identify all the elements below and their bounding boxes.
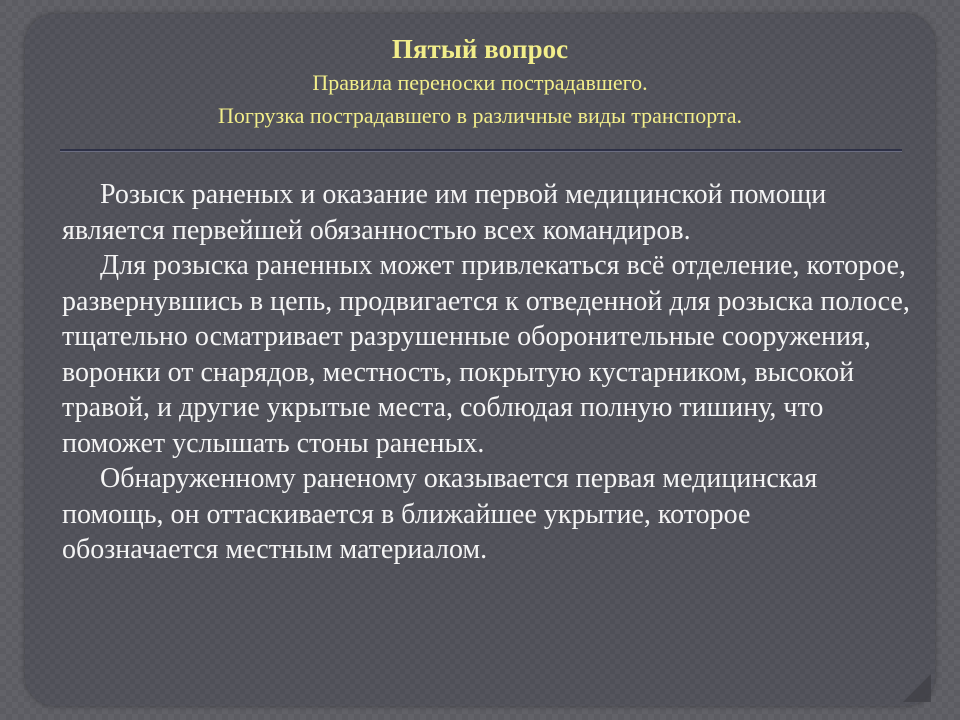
title-block bbox=[0, 32, 960, 132]
slide-body bbox=[62, 177, 912, 568]
title-divider bbox=[60, 149, 902, 152]
corner-arrow-icon bbox=[903, 674, 931, 702]
slide-title: Пятый вопрос bbox=[391, 34, 569, 64]
body-paragraph-3: Обнаруженному раненому оказывается первая медицинская помощь, он оттаскивается в ближайшее укрытие, которое обозначается местным материалом. bbox=[62, 463, 818, 565]
slide-subtitle-line-1: Правила переноски пострадавшего. bbox=[312, 70, 648, 95]
body-paragraph-2: Для розыска раненных может привлекаться всё отделение, которое, развернувшись в цепь, продвигается к отведенной для розыска полосе, тщательно осматривает разрушенные оборонительные сооружения, воронки от снарядов, местность, покрытую кустарником, высокой травой, и другие укрытые места, соблюдая полную тишину, что поможет услышать стоны раненых. bbox=[62, 250, 910, 459]
body-paragraph-1: Розыск раненых и оказание им первой медицинской помощи является первейшей обязанностью всех командиров. bbox=[62, 179, 827, 246]
slide-subtitle-line-2: Погрузка пострадавшего в различные виды транспорта. bbox=[217, 103, 743, 128]
